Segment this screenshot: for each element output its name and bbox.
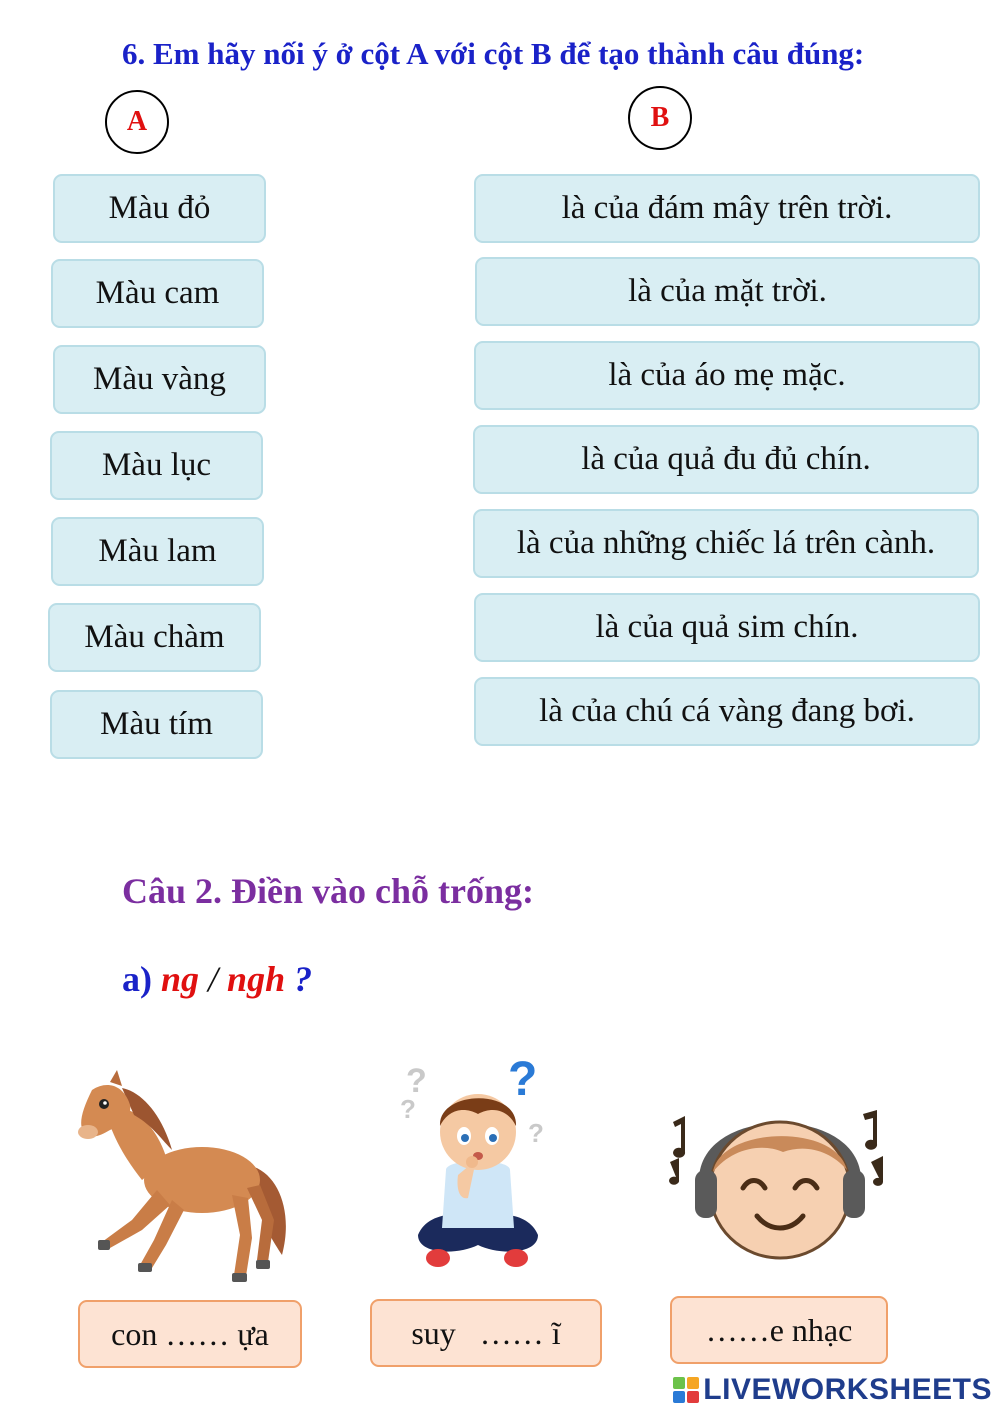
column-b-item[interactable]: là của chú cá vàng đang bơi. <box>474 677 980 746</box>
question-mark: ? <box>294 959 313 999</box>
column-a-item[interactable]: Màu lục <box>50 431 263 500</box>
fill-blank-box[interactable]: ……e nhạc <box>670 1296 888 1364</box>
option-separator: / <box>208 959 219 999</box>
column-a-item[interactable]: Màu cam <box>51 259 264 328</box>
column-b-item[interactable]: là của đám mây trên trời. <box>474 174 980 243</box>
svg-text:?: ? <box>528 1118 544 1148</box>
option-ng: ng <box>161 959 200 999</box>
svg-text:?: ? <box>400 1094 416 1124</box>
column-a-item[interactable]: Màu lam <box>51 517 264 586</box>
column-b-item[interactable]: là của mặt trời. <box>475 257 980 326</box>
column-a-item[interactable]: Màu chàm <box>48 603 261 672</box>
boy-headphones-icon <box>665 1092 895 1262</box>
column-b-item[interactable]: là của quả đu đủ chín. <box>473 425 979 494</box>
thinking-boy-icon <box>398 1050 558 1280</box>
question-1-title: 6. Em hãy nối ý ở cột A với cột B để tạo thành câu đúng: <box>122 36 865 71</box>
fill-blank-box[interactable]: suy …… ĩ <box>370 1299 602 1367</box>
fill-blank-box[interactable]: con …… ựa <box>78 1300 302 1368</box>
option-ngh: ngh <box>227 959 286 999</box>
part-a-heading <box>122 958 312 1000</box>
brand-name: LIVEWORKSHEETS <box>703 1373 992 1406</box>
part-a-label: a) <box>122 959 152 999</box>
svg-text:?: ? <box>406 1062 427 1100</box>
liveworksheets-logo <box>673 1373 992 1407</box>
column-b-label: B <box>628 86 692 150</box>
column-b-item[interactable]: là của những chiếc lá trên cành. <box>473 509 979 578</box>
horse-icon <box>62 1070 302 1290</box>
logo-grid-icon <box>673 1377 699 1403</box>
svg-text:?: ? <box>508 1053 538 1106</box>
question-2-title: Câu 2. Điền vào chỗ trống: <box>122 871 534 911</box>
column-a-item[interactable]: Màu vàng <box>53 345 266 414</box>
column-b-item[interactable]: là của áo mẹ mặc. <box>474 341 980 410</box>
column-a-item[interactable]: Màu đỏ <box>53 174 266 243</box>
column-a-item[interactable]: Màu tím <box>50 690 263 759</box>
column-b-item[interactable]: là của quả sim chín. <box>474 593 980 662</box>
column-a-label: A <box>105 90 169 154</box>
